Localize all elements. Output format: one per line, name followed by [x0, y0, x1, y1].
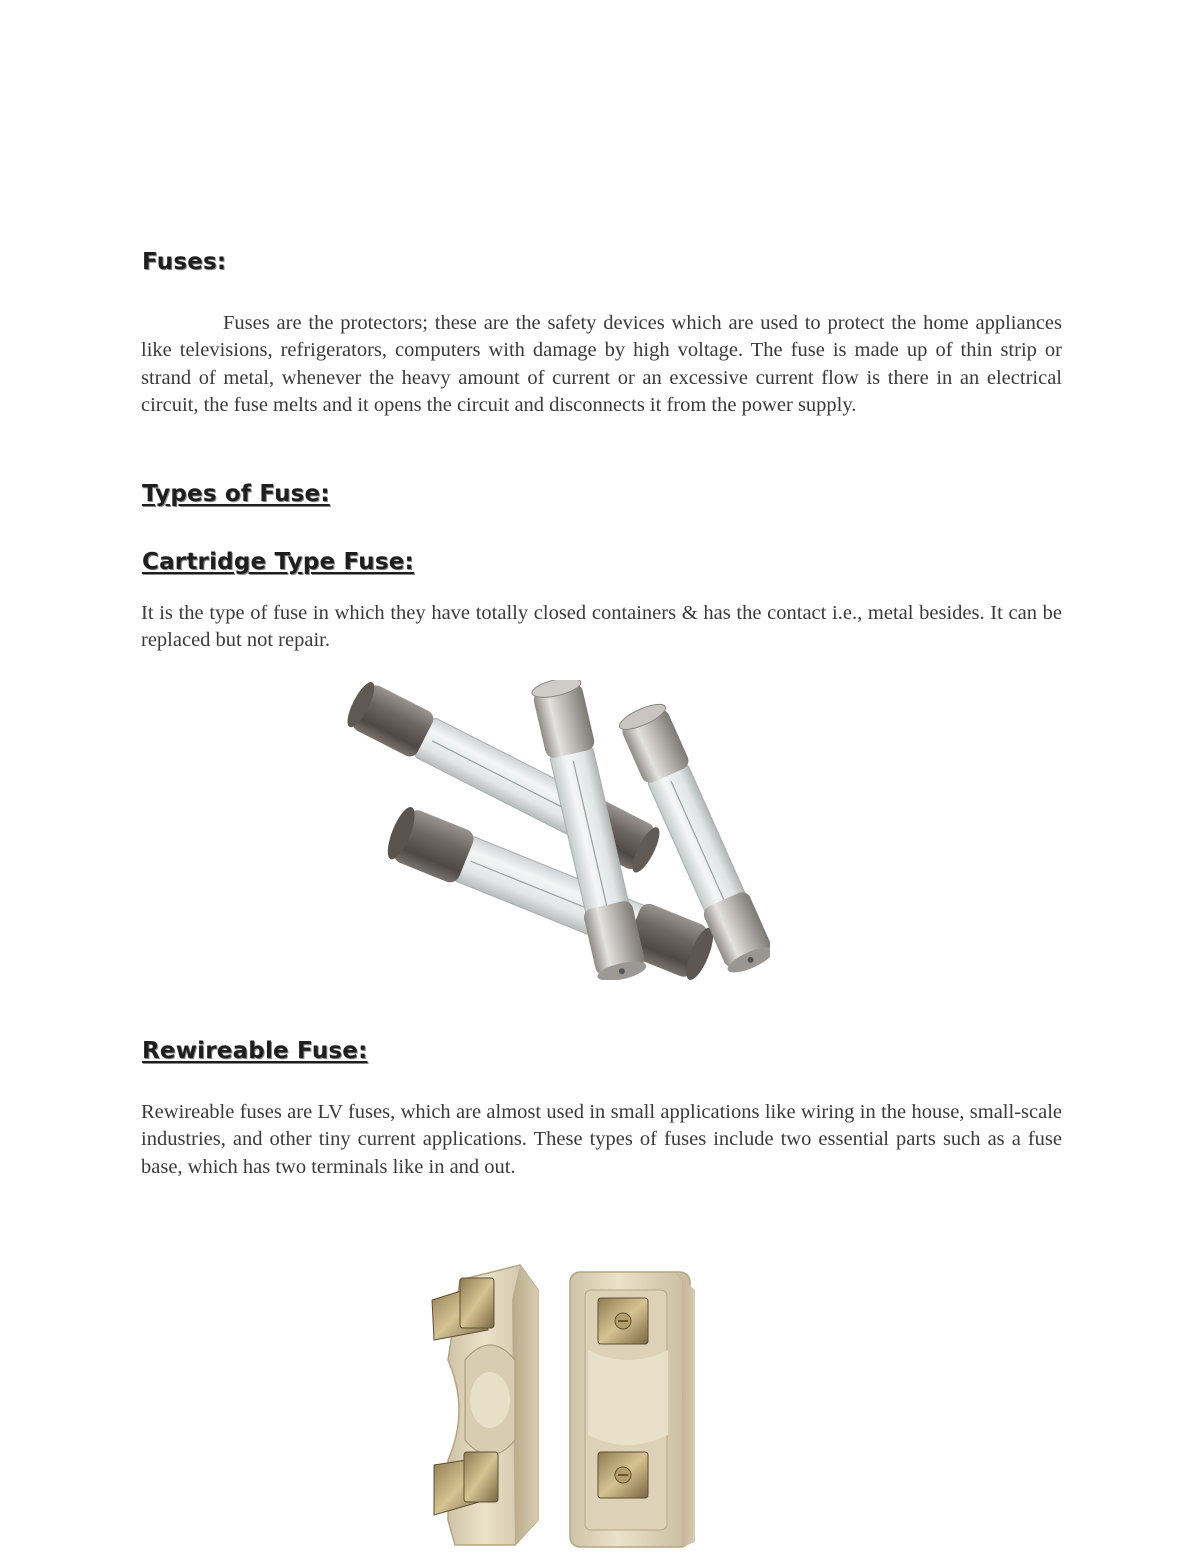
heading-cartridge-type-fuse: Cartridge Type Fuse:	[142, 549, 414, 575]
heading-types-of-fuse: Types of Fuse:	[142, 481, 330, 507]
paragraph-cartridge: It is the type of fuse in which they have totally closed containers & has the contact i.e., metal besides. It can be replaced but not repair.	[141, 602, 1062, 652]
paragraph-fuses: Fuses are the protectors; these are the safety devices which are used to protect the home appliances like televisions, refrigerators, computers with damage by high voltage. The fuse is made up of thin strip or strand of metal, whenever the heavy amount of current or an excessive current flow is there in an electrical circuit, the fuse melts and it opens the circuit and disconnects it from the power supply.	[141, 312, 1062, 416]
rewireable-fuse-image	[420, 1260, 720, 1550]
paragraph-rewireable: Rewireable fuses are LV fuses, which are almost used in small applications like wiring in the house, small-scale industries, and other tiny current applications. These types of fuses include two essential parts such as a fuse base, which has two terminals like in and out.	[141, 1101, 1062, 1178]
heading-rewireable-fuse: Rewireable Fuse:	[142, 1038, 368, 1064]
heading-fuses: Fuses:	[142, 249, 227, 275]
cartridge-fuses-image	[330, 680, 770, 980]
